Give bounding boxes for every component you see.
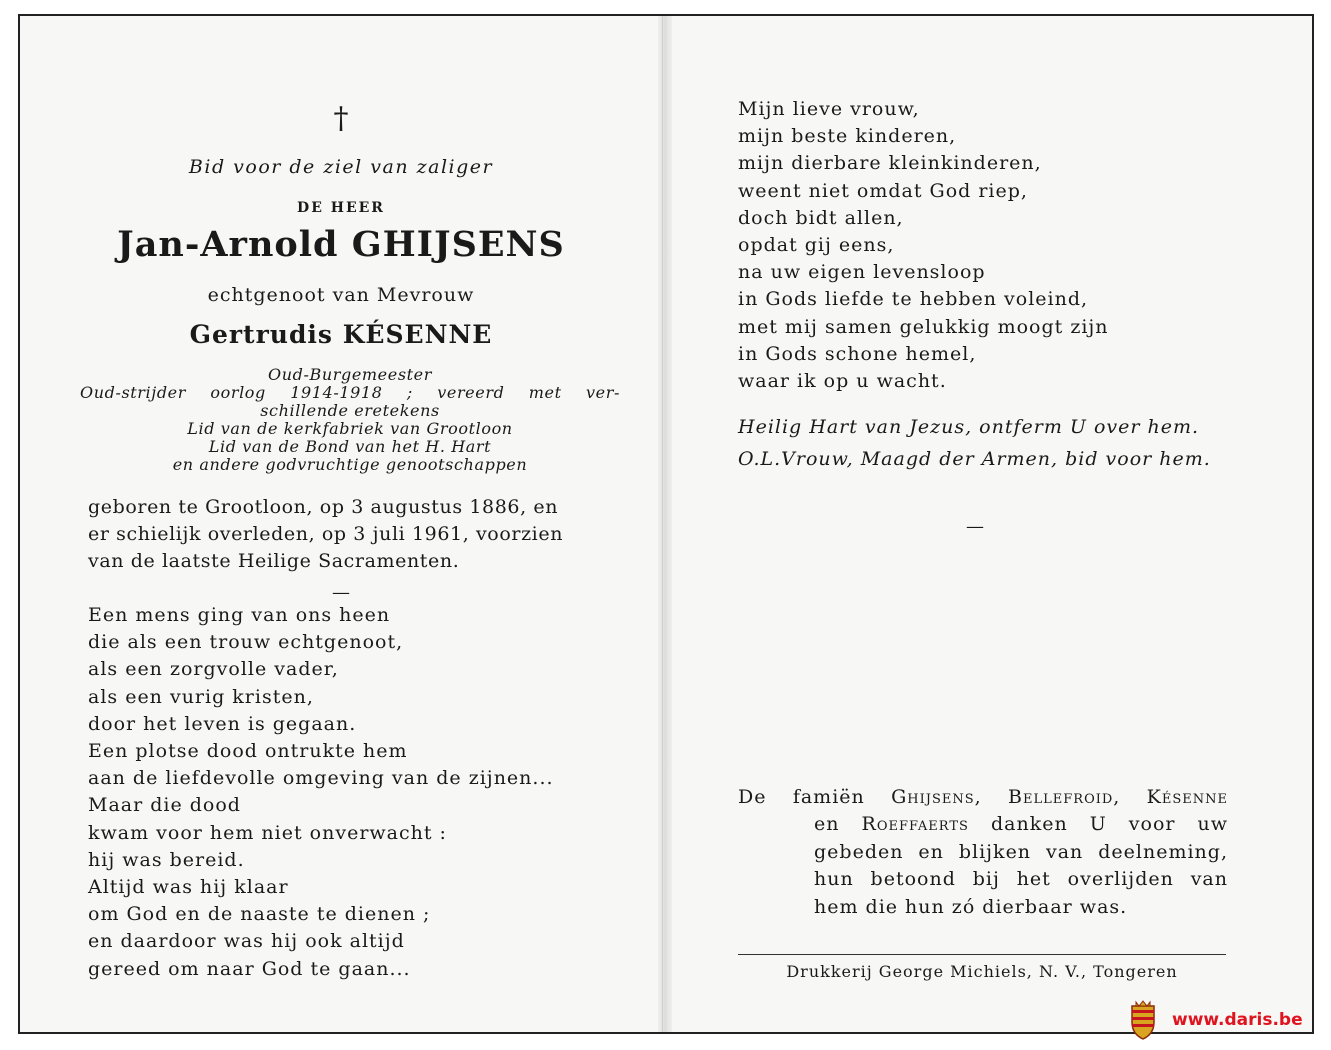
poem-line: na uw eigen levensloop (738, 261, 986, 284)
poem-line: Mijn lieve vrouw, (738, 98, 920, 120)
spouse-intro: echtgenoot van Mevrouw (207, 284, 475, 306)
poem-line: in Gods liefde te hebben voleind, (738, 288, 1089, 311)
invocations (738, 416, 1211, 480)
poem-line: opdat gij eens, (738, 234, 895, 257)
invocation-line: Heilig Hart van Jezus, ontferm U over hem. (738, 416, 1200, 438)
poem-line: die als een trouw echtgenoot, (88, 631, 404, 654)
poem-line: om God en de naaste te dienen ; (88, 903, 431, 926)
left-panel (20, 16, 663, 1032)
deceased-name: Jan-Arnold GHIJSENS (117, 224, 565, 265)
poem-line: mijn beste kinderen, (738, 125, 957, 148)
thanks-block (738, 784, 1228, 921)
thanks-line: hun betoond bij het overlijden van (814, 868, 1228, 891)
title-line: Oud-Burgemeester (268, 365, 432, 384)
divider (738, 954, 1226, 955)
poem-line: hij was bereid. (88, 848, 245, 871)
honorific: DE HEER (297, 200, 385, 216)
title-line: schillende eretekens (260, 401, 440, 420)
family-name: Roeffaerts (861, 813, 969, 836)
poem-line: als een zorgvolle vader, (88, 658, 339, 681)
title-line: Lid van de Bond van het H. Hart (208, 437, 492, 456)
site-watermark: www.daris.be (1172, 1010, 1303, 1030)
bio-line: van de laatste Heilige Sacramenten. (88, 550, 460, 572)
poem-line: mijn dierbare kleinkinderen, (738, 152, 1042, 175)
family-name: Bellefroid (1008, 786, 1114, 808)
separator: — (966, 516, 984, 537)
poem-line: door het leven is gegaan. (88, 712, 357, 735)
invocation-line: O.L.Vrouw, Maagd der Armen, bid voor hem. (738, 448, 1211, 470)
thanks-suffix: danken U voor uw (990, 813, 1229, 836)
thanks-line: en Roeffaerts danken U voor uw (814, 813, 1229, 836)
memorial-card (18, 14, 1314, 1034)
poem-right (738, 96, 1109, 395)
thanks-prefix: De famiën (738, 786, 865, 808)
title-line: Lid van de kerkfabriek van Grootloon (187, 419, 513, 438)
spouse-name: Gertrudis KÉSENNE (189, 320, 493, 349)
poem-line: kwam voor hem niet onverwacht : (88, 821, 447, 844)
title-line: en andere godvruchtige genootschappen (172, 455, 528, 474)
poem-line: en daardoor was hij ook altijd (88, 930, 405, 953)
poem-left (88, 602, 554, 983)
printer-credit: Drukkerij George Michiels, N. V., Tongeren (786, 962, 1178, 981)
biography (88, 494, 588, 575)
titles-block (80, 366, 620, 474)
poem-line: als een vurig kristen, (88, 685, 314, 708)
poem-line: weent niet omdat God riep, (738, 179, 1028, 202)
poem-line: Een plotse dood ontrukte hem (88, 740, 408, 763)
family-name: Késenne (1146, 786, 1228, 808)
poem-line: doch bidt allen, (738, 206, 904, 229)
poem-line: gereed om naar God te gaan... (88, 957, 411, 980)
prayer-line: Bid voor de ziel van zaliger (188, 156, 494, 178)
thanks-line: hem die hun zó dierbaar was. (814, 895, 1128, 918)
thanks-line: De famiën Ghijsens, Bellefroid, Késenne (738, 786, 1228, 808)
poem-line: in Gods schone hemel, (738, 342, 977, 365)
family-name: Ghijsens (891, 786, 975, 808)
separator: — (332, 582, 350, 603)
bio-line: er schielijk overleden, op 3 juli 1961, voorzien (88, 523, 564, 545)
poem-line: waar ik op u wacht. (738, 370, 947, 393)
right-panel (665, 16, 1312, 1032)
title-line: Oud-strijder oorlog 1914-1918 ; vereerd met ver- (80, 383, 620, 402)
poem-line: Altijd was hij klaar (88, 876, 289, 899)
poem-line: met mij samen gelukkig moogt zijn (738, 315, 1109, 338)
poem-line: Een mens ging van ons heen (88, 604, 391, 626)
thanks-line: gebeden en blijken van deelneming, (814, 840, 1228, 863)
bio-line: geboren te Grootloon, op 3 augustus 1886, en (88, 496, 559, 518)
cross-icon: † (333, 101, 349, 136)
poem-line: Maar die dood (88, 794, 241, 817)
poem-line: aan de liefdevolle omgeving van de zijnen... (88, 767, 554, 790)
coat-of-arms-icon (1128, 1000, 1158, 1040)
